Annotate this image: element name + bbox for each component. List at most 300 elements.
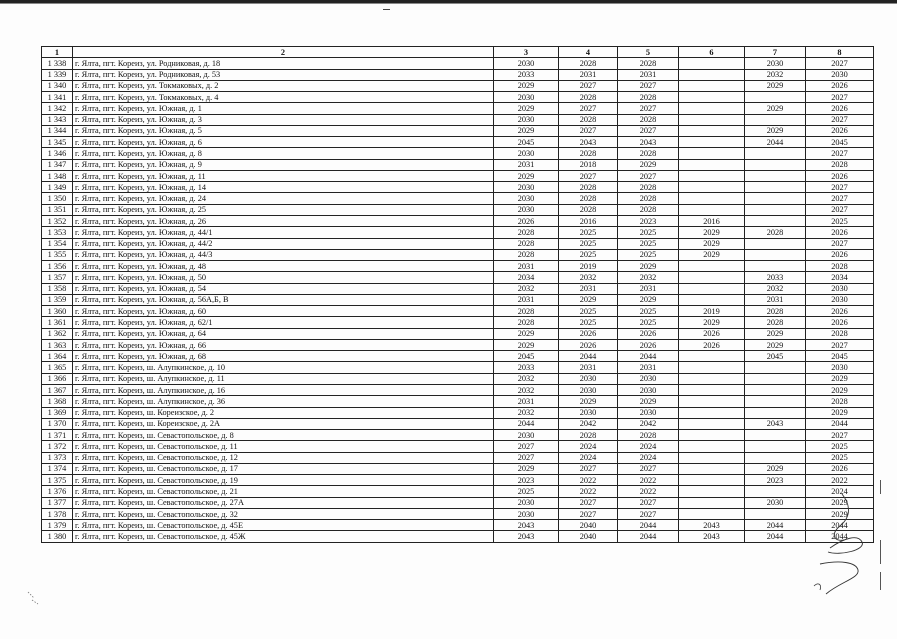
year-col-8-cell: 2027 xyxy=(806,58,874,69)
table-row xyxy=(42,339,874,350)
table-row xyxy=(42,306,874,317)
address-cell: г. Ялта, пгт. Кореиз, ул. Южная, д. 64 xyxy=(73,328,494,339)
table-row xyxy=(42,215,874,226)
year-col-8-cell: 2026 xyxy=(806,249,874,260)
year-col-8-cell: 2026 xyxy=(806,170,874,181)
year-col-6-cell xyxy=(679,114,745,125)
year-col-4-cell: 2032 xyxy=(559,272,618,283)
address-cell: г. Ялта, пгт. Кореиз, ул. Южная, д. 62/1 xyxy=(73,317,494,328)
table-row xyxy=(42,148,874,159)
table-row xyxy=(42,475,874,486)
year-col-3-cell: 2029 xyxy=(494,463,559,474)
year-col-6-cell: 2026 xyxy=(679,328,745,339)
year-col-8-cell: 2028 xyxy=(806,396,874,407)
year-col-3-cell: 2028 xyxy=(494,249,559,260)
year-col-3-cell: 2030 xyxy=(494,204,559,215)
year-col-3-cell: 2029 xyxy=(494,80,559,91)
year-col-3-cell: 2032 xyxy=(494,373,559,384)
year-col-6-cell xyxy=(679,452,745,463)
address-cell: г. Ялта, пгт. Кореиз, ул. Южная, д. 1 xyxy=(73,103,494,114)
year-col-7-cell: 2029 xyxy=(745,125,806,136)
year-col-5-cell: 2027 xyxy=(618,170,679,181)
year-col-3-cell: 2033 xyxy=(494,69,559,80)
year-col-3-cell: 2028 xyxy=(494,306,559,317)
table-row xyxy=(42,317,874,328)
year-col-6-cell xyxy=(679,80,745,91)
row-number-cell: 1 352 xyxy=(42,215,73,226)
year-col-8-cell: 2030 xyxy=(806,283,874,294)
year-col-7-cell xyxy=(745,508,806,519)
margin-mark xyxy=(880,480,881,494)
year-col-7-cell: 2030 xyxy=(745,58,806,69)
year-col-5-cell: 2027 xyxy=(618,125,679,136)
year-col-5-cell: 2029 xyxy=(618,261,679,272)
year-col-7-cell: 2029 xyxy=(745,328,806,339)
header-cell: 4 xyxy=(559,47,618,58)
table-row xyxy=(42,418,874,429)
year-col-6-cell xyxy=(679,182,745,193)
year-col-3-cell: 2034 xyxy=(494,272,559,283)
year-col-6-cell xyxy=(679,475,745,486)
year-col-3-cell: 2043 xyxy=(494,520,559,531)
year-col-4-cell: 2030 xyxy=(559,384,618,395)
table-row xyxy=(42,159,874,170)
address-cell: г. Ялта, пгт. Кореиз, ул. Родниковая, д. 18 xyxy=(73,58,494,69)
year-col-5-cell: 2025 xyxy=(618,306,679,317)
year-col-4-cell: 2018 xyxy=(559,159,618,170)
table-row xyxy=(42,384,874,395)
year-col-4-cell: 2027 xyxy=(559,103,618,114)
table-row xyxy=(42,407,874,418)
row-number-cell: 1 347 xyxy=(42,159,73,170)
table-row xyxy=(42,294,874,305)
year-col-7-cell xyxy=(745,193,806,204)
year-col-4-cell: 2043 xyxy=(559,137,618,148)
row-number-cell: 1 350 xyxy=(42,193,73,204)
year-col-8-cell: 2026 xyxy=(806,227,874,238)
address-cell: г. Ялта, пгт. Кореиз, ш. Севастопольское, д. 45Е xyxy=(73,520,494,531)
row-number-cell: 1 346 xyxy=(42,148,73,159)
table-row xyxy=(42,452,874,463)
year-col-3-cell: 2028 xyxy=(494,227,559,238)
year-col-3-cell: 2025 xyxy=(494,486,559,497)
table-row xyxy=(42,58,874,69)
year-col-7-cell xyxy=(745,114,806,125)
year-col-8-cell: 2027 xyxy=(806,204,874,215)
year-col-8-cell: 2026 xyxy=(806,306,874,317)
row-number-cell: 1 354 xyxy=(42,238,73,249)
year-col-5-cell: 2025 xyxy=(618,227,679,238)
year-col-3-cell: 2045 xyxy=(494,137,559,148)
year-col-7-cell: 2043 xyxy=(745,418,806,429)
year-col-5-cell: 2027 xyxy=(618,497,679,508)
year-col-4-cell: 2027 xyxy=(559,80,618,91)
year-col-4-cell: 2028 xyxy=(559,58,618,69)
year-col-5-cell: 2027 xyxy=(618,463,679,474)
address-cell: г. Ялта, пгт. Кореиз, ш. Севастопольское, д. 45Ж xyxy=(73,531,494,542)
year-col-4-cell: 2029 xyxy=(559,396,618,407)
year-col-6-cell xyxy=(679,486,745,497)
year-col-7-cell xyxy=(745,159,806,170)
address-cell: г. Ялта, пгт. Кореиз, ул. Южная, д. 48 xyxy=(73,261,494,272)
year-col-5-cell: 2032 xyxy=(618,272,679,283)
year-col-6-cell xyxy=(679,69,745,80)
row-number-cell: 1 379 xyxy=(42,520,73,531)
year-col-5-cell: 2025 xyxy=(618,238,679,249)
year-col-5-cell: 2028 xyxy=(618,182,679,193)
address-cell: г. Ялта, пгт. Кореиз, ул. Южная, д. 44/3 xyxy=(73,249,494,260)
top-border-shadow xyxy=(0,3,897,4)
address-cell: г. Ялта, пгт. Кореиз, ул. Южная, д. 50 xyxy=(73,272,494,283)
year-col-6-cell: 2019 xyxy=(679,306,745,317)
row-number-cell: 1 361 xyxy=(42,317,73,328)
row-number-cell: 1 368 xyxy=(42,396,73,407)
year-col-6-cell xyxy=(679,362,745,373)
year-col-8-cell: 2025 xyxy=(806,452,874,463)
table-row xyxy=(42,362,874,373)
year-col-3-cell: 2030 xyxy=(494,497,559,508)
year-col-4-cell: 2029 xyxy=(559,294,618,305)
table-row xyxy=(42,227,874,238)
address-cell: г. Ялта, пгт. Кореиз, ш. Севастопольское, д. 12 xyxy=(73,452,494,463)
year-col-6-cell xyxy=(679,170,745,181)
table-row xyxy=(42,80,874,91)
year-col-8-cell: 2034 xyxy=(806,272,874,283)
year-col-6-cell: 2043 xyxy=(679,531,745,542)
year-col-7-cell xyxy=(745,407,806,418)
year-col-7-cell xyxy=(745,92,806,103)
address-cell: г. Ялта, пгт. Кореиз, ул. Родниковая, д. 53 xyxy=(73,69,494,80)
address-cell: г. Ялта, пгт. Кореиз, ул. Южная, д. 56А,Б, В xyxy=(73,294,494,305)
year-col-8-cell: 2028 xyxy=(806,328,874,339)
row-number-cell: 1 360 xyxy=(42,306,73,317)
year-col-3-cell: 2032 xyxy=(494,283,559,294)
year-col-8-cell: 2026 xyxy=(806,125,874,136)
row-number-cell: 1 375 xyxy=(42,475,73,486)
row-number-cell: 1 377 xyxy=(42,497,73,508)
year-col-5-cell: 2031 xyxy=(618,362,679,373)
year-col-7-cell xyxy=(745,384,806,395)
year-col-8-cell: 2022 xyxy=(806,475,874,486)
address-cell: г. Ялта, пгт. Кореиз, ш. Алупкинское, д. 36 xyxy=(73,396,494,407)
year-col-4-cell: 2028 xyxy=(559,204,618,215)
address-cell: г. Ялта, пгт. Кореиз, ш. Севастопольское, д. 17 xyxy=(73,463,494,474)
year-col-7-cell xyxy=(745,396,806,407)
year-col-7-cell: 2032 xyxy=(745,283,806,294)
year-col-5-cell: 2027 xyxy=(618,103,679,114)
year-col-4-cell: 2040 xyxy=(559,520,618,531)
year-col-5-cell: 2044 xyxy=(618,520,679,531)
year-col-5-cell: 2023 xyxy=(618,215,679,226)
table-row xyxy=(42,531,874,542)
year-col-4-cell: 2022 xyxy=(559,475,618,486)
year-col-3-cell: 2027 xyxy=(494,452,559,463)
year-col-3-cell: 2027 xyxy=(494,441,559,452)
year-col-5-cell: 2022 xyxy=(618,486,679,497)
year-col-7-cell: 2030 xyxy=(745,497,806,508)
row-number-cell: 1 370 xyxy=(42,418,73,429)
year-col-3-cell: 2032 xyxy=(494,407,559,418)
year-col-5-cell: 2028 xyxy=(618,148,679,159)
year-col-8-cell: 2027 xyxy=(806,430,874,441)
year-col-4-cell: 2027 xyxy=(559,170,618,181)
address-cell: г. Ялта, пгт. Кореиз, ш. Севастопольское, д. 11 xyxy=(73,441,494,452)
year-col-3-cell: 2043 xyxy=(494,531,559,542)
year-col-5-cell: 2024 xyxy=(618,452,679,463)
year-col-7-cell xyxy=(745,249,806,260)
year-col-5-cell: 2029 xyxy=(618,294,679,305)
year-col-8-cell: 2045 xyxy=(806,351,874,362)
year-col-5-cell: 2029 xyxy=(618,159,679,170)
address-cell: г. Ялта, пгт. Кореиз, ш. Кореизское, д. 2А xyxy=(73,418,494,429)
year-col-7-cell: 2029 xyxy=(745,339,806,350)
address-cell: г. Ялта, пгт. Кореиз, ул. Южная, д. 66 xyxy=(73,339,494,350)
header-cell: 8 xyxy=(806,47,874,58)
year-col-8-cell: 2027 xyxy=(806,148,874,159)
year-col-4-cell: 2030 xyxy=(559,373,618,384)
year-col-5-cell: 2028 xyxy=(618,114,679,125)
year-col-4-cell: 2027 xyxy=(559,125,618,136)
year-col-5-cell: 2031 xyxy=(618,283,679,294)
year-col-7-cell xyxy=(745,452,806,463)
table-row xyxy=(42,103,874,114)
year-col-6-cell xyxy=(679,407,745,418)
year-col-5-cell: 2028 xyxy=(618,193,679,204)
table-row xyxy=(42,430,874,441)
table-row xyxy=(42,508,874,519)
year-col-5-cell: 2028 xyxy=(618,430,679,441)
header-cell: 3 xyxy=(494,47,559,58)
year-col-3-cell: 2045 xyxy=(494,351,559,362)
table-row xyxy=(42,238,874,249)
year-col-6-cell xyxy=(679,441,745,452)
year-col-8-cell: 2029 xyxy=(806,407,874,418)
year-col-4-cell: 2027 xyxy=(559,463,618,474)
year-col-6-cell xyxy=(679,508,745,519)
year-col-8-cell: 2044 xyxy=(806,531,874,542)
year-col-4-cell: 2031 xyxy=(559,283,618,294)
year-col-3-cell: 2029 xyxy=(494,103,559,114)
year-col-8-cell: 2044 xyxy=(806,520,874,531)
table-row xyxy=(42,114,874,125)
row-number-cell: 1 363 xyxy=(42,339,73,350)
year-col-8-cell: 2030 xyxy=(806,362,874,373)
table-row xyxy=(42,249,874,260)
year-col-4-cell: 2027 xyxy=(559,508,618,519)
year-col-3-cell: 2033 xyxy=(494,362,559,373)
year-col-4-cell: 2031 xyxy=(559,362,618,373)
year-col-8-cell: 2045 xyxy=(806,137,874,148)
year-col-8-cell: 2028 xyxy=(806,159,874,170)
table-row xyxy=(42,463,874,474)
row-number-cell: 1 371 xyxy=(42,430,73,441)
year-col-8-cell: 2026 xyxy=(806,317,874,328)
row-number-cell: 1 367 xyxy=(42,384,73,395)
row-number-cell: 1 362 xyxy=(42,328,73,339)
year-col-8-cell: 2024 xyxy=(806,486,874,497)
year-col-5-cell: 2027 xyxy=(618,508,679,519)
row-number-cell: 1 359 xyxy=(42,294,73,305)
table-row xyxy=(42,283,874,294)
year-col-4-cell: 2028 xyxy=(559,114,618,125)
year-col-5-cell: 2028 xyxy=(618,92,679,103)
year-col-8-cell: 2026 xyxy=(806,103,874,114)
row-number-cell: 1 357 xyxy=(42,272,73,283)
year-col-7-cell: 2023 xyxy=(745,475,806,486)
table-row xyxy=(42,204,874,215)
address-cell: г. Ялта, пгт. Кореиз, ул. Южная, д. 26 xyxy=(73,215,494,226)
year-col-6-cell xyxy=(679,396,745,407)
year-col-5-cell: 2024 xyxy=(618,441,679,452)
row-number-cell: 1 339 xyxy=(42,69,73,80)
year-col-3-cell: 2031 xyxy=(494,261,559,272)
row-number-cell: 1 341 xyxy=(42,92,73,103)
year-col-5-cell: 2025 xyxy=(618,317,679,328)
year-col-4-cell: 2025 xyxy=(559,317,618,328)
year-col-6-cell: 2029 xyxy=(679,227,745,238)
year-col-6-cell xyxy=(679,373,745,384)
year-col-4-cell: 2026 xyxy=(559,339,618,350)
year-col-8-cell: 2027 xyxy=(806,114,874,125)
table-row xyxy=(42,328,874,339)
scan-artifact xyxy=(26,590,42,606)
year-col-3-cell: 2030 xyxy=(494,58,559,69)
year-col-8-cell: 2030 xyxy=(806,294,874,305)
row-number-cell: 1 374 xyxy=(42,463,73,474)
year-col-4-cell: 2040 xyxy=(559,531,618,542)
row-number-cell: 1 376 xyxy=(42,486,73,497)
year-col-3-cell: 2026 xyxy=(494,215,559,226)
header-cell: 5 xyxy=(618,47,679,58)
address-cell: г. Ялта, пгт. Кореиз, ул. Южная, д. 25 xyxy=(73,204,494,215)
year-col-6-cell xyxy=(679,351,745,362)
address-cell: г. Ялта, пгт. Кореиз, ул. Южная, д. 11 xyxy=(73,170,494,181)
year-col-3-cell: 2030 xyxy=(494,114,559,125)
row-number-cell: 1 348 xyxy=(42,170,73,181)
address-cell: г. Ялта, пгт. Кореиз, ул. Токмаковых, д. 4 xyxy=(73,92,494,103)
year-col-4-cell: 2024 xyxy=(559,452,618,463)
year-col-7-cell xyxy=(745,215,806,226)
year-col-7-cell xyxy=(745,373,806,384)
year-col-5-cell: 2026 xyxy=(618,328,679,339)
year-col-6-cell xyxy=(679,148,745,159)
row-number-cell: 1 338 xyxy=(42,58,73,69)
year-col-8-cell: 2026 xyxy=(806,463,874,474)
year-col-4-cell: 2025 xyxy=(559,238,618,249)
year-col-7-cell xyxy=(745,238,806,249)
year-col-4-cell: 2026 xyxy=(559,328,618,339)
header-cell: 1 xyxy=(42,47,73,58)
header-cell: 6 xyxy=(679,47,745,58)
year-col-4-cell: 2031 xyxy=(559,69,618,80)
year-col-3-cell: 2030 xyxy=(494,148,559,159)
year-col-3-cell: 2029 xyxy=(494,170,559,181)
year-col-5-cell: 2030 xyxy=(618,407,679,418)
year-col-5-cell: 2028 xyxy=(618,58,679,69)
year-col-3-cell: 2028 xyxy=(494,317,559,328)
row-number-cell: 1 373 xyxy=(42,452,73,463)
row-number-cell: 1 358 xyxy=(42,283,73,294)
year-col-6-cell xyxy=(679,137,745,148)
year-col-3-cell: 2031 xyxy=(494,294,559,305)
row-number-cell: 1 365 xyxy=(42,362,73,373)
year-col-7-cell xyxy=(745,430,806,441)
year-col-7-cell: 2029 xyxy=(745,80,806,91)
address-cell: г. Ялта, пгт. Кореиз, ул. Южная, д. 24 xyxy=(73,193,494,204)
year-col-3-cell: 2028 xyxy=(494,238,559,249)
year-col-3-cell: 2044 xyxy=(494,418,559,429)
address-cell: г. Ялта, пгт. Кореиз, ул. Южная, д. 44/2 xyxy=(73,238,494,249)
year-col-8-cell: 2027 xyxy=(806,193,874,204)
address-cell: г. Ялта, пгт. Кореиз, ул. Южная, д. 3 xyxy=(73,114,494,125)
year-col-4-cell: 2028 xyxy=(559,182,618,193)
year-col-6-cell: 2029 xyxy=(679,317,745,328)
year-col-8-cell: 2027 xyxy=(806,182,874,193)
row-number-cell: 1 369 xyxy=(42,407,73,418)
year-col-7-cell: 2032 xyxy=(745,69,806,80)
table-row xyxy=(42,193,874,204)
year-col-4-cell: 2028 xyxy=(559,430,618,441)
year-col-6-cell xyxy=(679,159,745,170)
year-col-5-cell: 2042 xyxy=(618,418,679,429)
year-col-3-cell: 2030 xyxy=(494,430,559,441)
margin-mark xyxy=(880,572,881,590)
year-col-5-cell: 2044 xyxy=(618,351,679,362)
year-col-6-cell: 2016 xyxy=(679,215,745,226)
year-col-6-cell xyxy=(679,384,745,395)
year-col-7-cell xyxy=(745,486,806,497)
year-col-3-cell: 2030 xyxy=(494,193,559,204)
year-col-7-cell xyxy=(745,441,806,452)
year-col-3-cell: 2032 xyxy=(494,384,559,395)
year-col-7-cell: 2033 xyxy=(745,272,806,283)
year-col-3-cell: 2031 xyxy=(494,159,559,170)
table-row xyxy=(42,272,874,283)
address-cell: г. Ялта, пгт. Кореиз, ш. Кореизское, д. 2 xyxy=(73,407,494,418)
year-col-6-cell xyxy=(679,497,745,508)
year-col-8-cell: 2029 xyxy=(806,373,874,384)
year-col-8-cell: 2027 xyxy=(806,92,874,103)
year-col-6-cell xyxy=(679,272,745,283)
year-col-7-cell: 2044 xyxy=(745,137,806,148)
row-number-cell: 1 340 xyxy=(42,80,73,91)
year-col-3-cell: 2030 xyxy=(494,92,559,103)
year-col-4-cell: 2024 xyxy=(559,441,618,452)
row-number-cell: 1 349 xyxy=(42,182,73,193)
year-col-3-cell: 2029 xyxy=(494,339,559,350)
row-number-cell: 1 353 xyxy=(42,227,73,238)
year-col-4-cell: 2016 xyxy=(559,215,618,226)
table-row xyxy=(42,486,874,497)
year-col-8-cell: 2029 xyxy=(806,497,874,508)
year-col-6-cell xyxy=(679,463,745,474)
year-col-3-cell: 2031 xyxy=(494,396,559,407)
year-col-5-cell: 2031 xyxy=(618,69,679,80)
table-row xyxy=(42,92,874,103)
header-cell: 2 xyxy=(73,47,494,58)
table-row xyxy=(42,441,874,452)
year-col-6-cell xyxy=(679,430,745,441)
address-cell: г. Ялта, пгт. Кореиз, ул. Южная, д. 60 xyxy=(73,306,494,317)
address-cell: г. Ялта, пгт. Кореиз, ш. Алупкинское, д. 10 xyxy=(73,362,494,373)
row-number-cell: 1 378 xyxy=(42,508,73,519)
year-col-4-cell: 2044 xyxy=(559,351,618,362)
year-col-6-cell: 2043 xyxy=(679,520,745,531)
address-cell: г. Ялта, пгт. Кореиз, ш. Алупкинское, д. 11 xyxy=(73,373,494,384)
address-cell: г. Ялта, пгт. Кореиз, ш. Алупкинское, д. 16 xyxy=(73,384,494,395)
year-col-6-cell xyxy=(679,92,745,103)
margin-mark xyxy=(880,540,881,564)
